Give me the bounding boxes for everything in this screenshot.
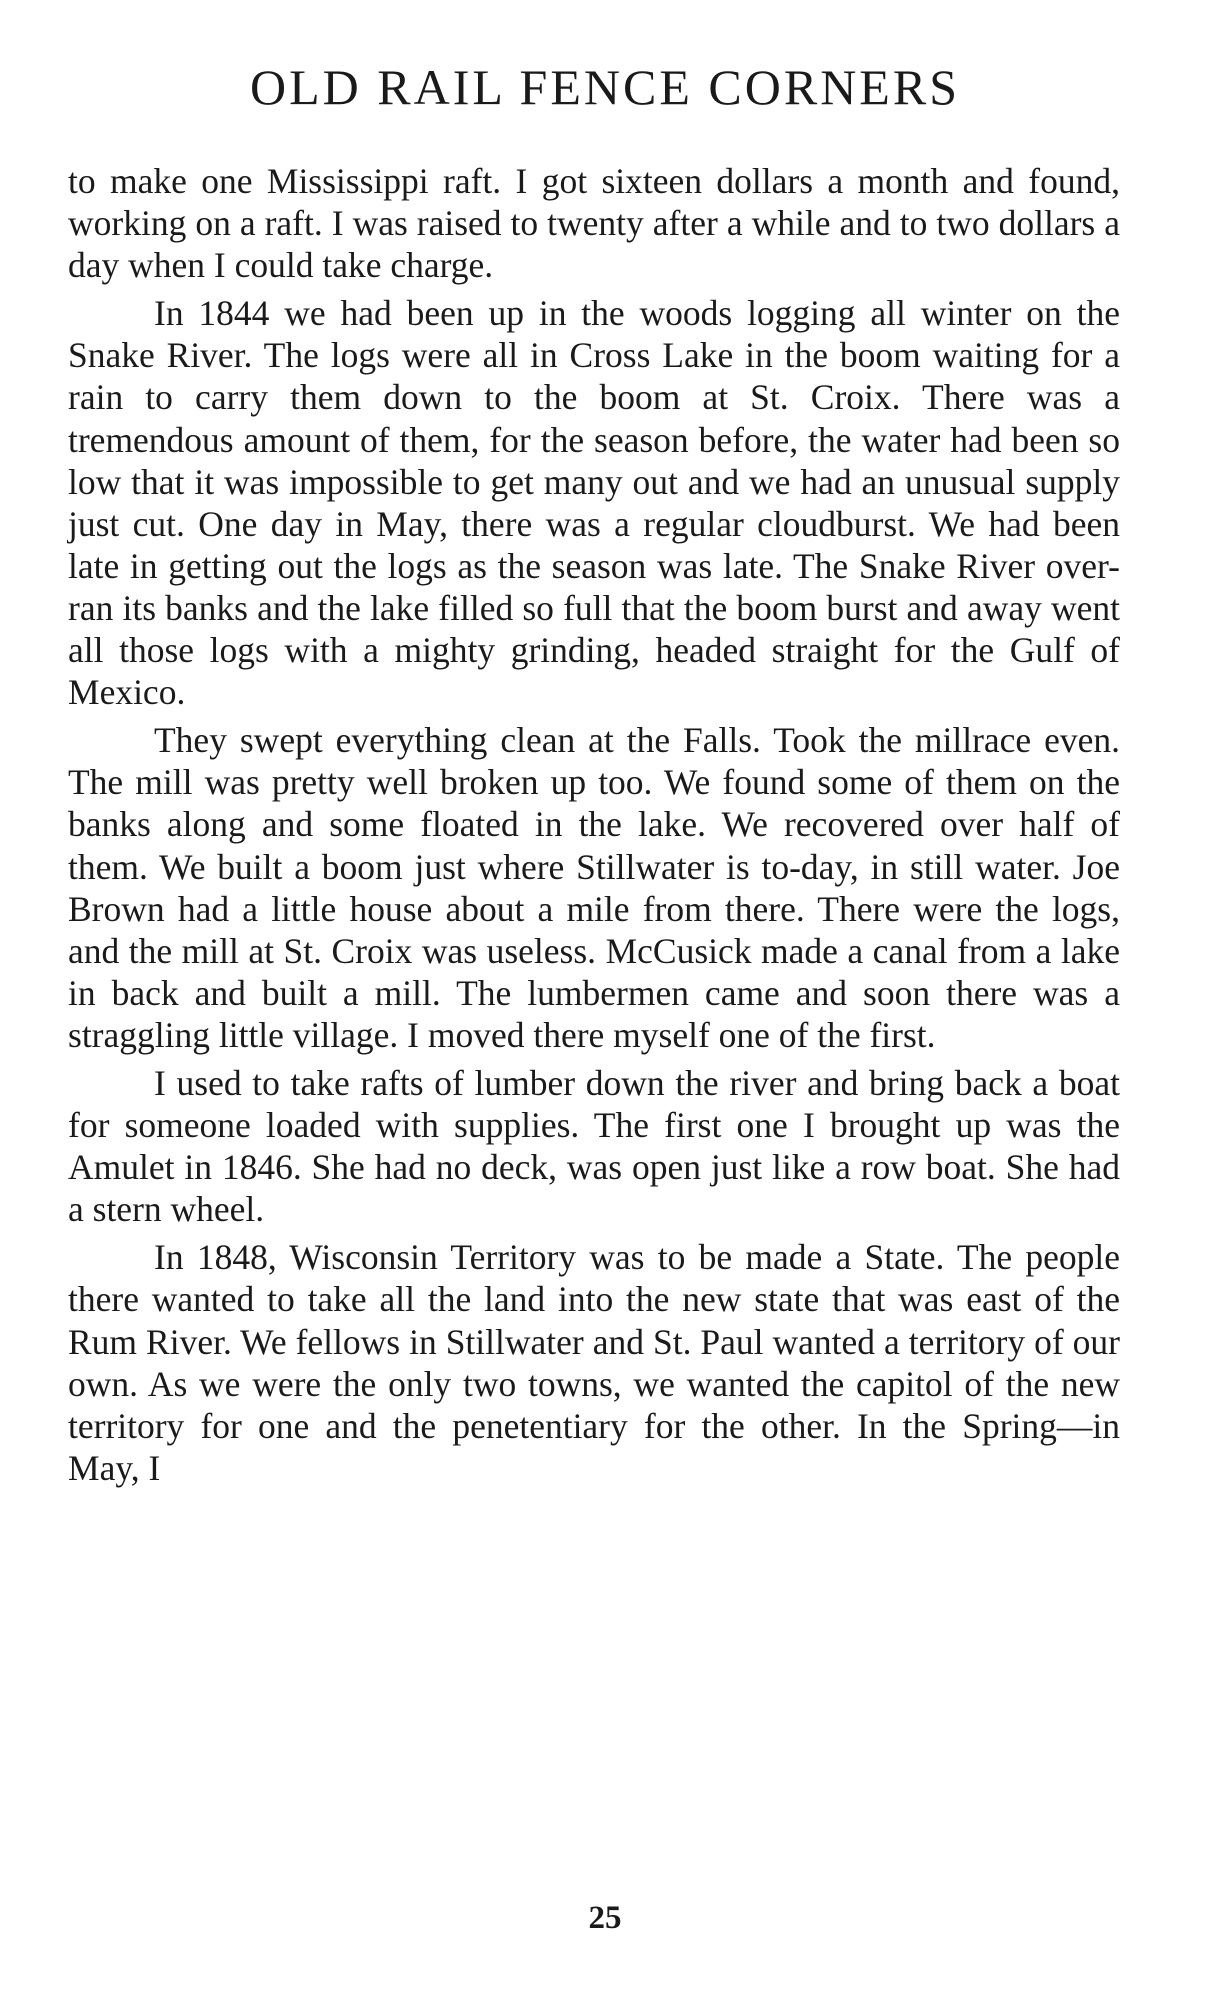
paragraph-1848-territory: In 1848, Wisconsin Territory was to be made a State. The people there wanted to take all the land into the new state that was east of the Rum River. We fellows in Stillwater and St. Paul wanted a territory of our own. As we were the only two towns, we wanted the capitol of the new territory for one and the penetentiary for the other. In the Spring—in May, I — [68, 1237, 1120, 1488]
paragraph-1844-logging: In 1844 we had been up in the woods logging all winter on the Snake River. The logs were all in Cross Lake in the boom waiting for a rain to carry them down to the boom at St. Croix. There was a tremendous amount of them, for the season before, the water had been so low that it was impossible to get many out and we had an unusual supply just cut. One day in May, there was a regular cloudburst. We had been late in getting out the logs as the season was late. The Snake River over-ran its banks and the lake filled so full that the boom burst and away went all those logs with a mighty grinding, headed straight for the Gulf of Mexico. — [68, 293, 1120, 713]
paragraph-continued: to make one Mississippi raft. I got sixteen dollars a month and found, working on a raft. I was raised to twenty after a while and to two dollars a day when I could take charge. — [68, 161, 1120, 286]
paragraph-rafts: I used to take rafts of lumber down the river and bring back a boat for someone loaded with supplies. The first one I brought up was the Amulet in 1846. She had no deck, was open just like a row boat. She had a stern wheel. — [68, 1062, 1120, 1230]
running-head: OLD RAIL FENCE CORNERS — [249, 59, 961, 115]
body-text — [68, 160, 1120, 1495]
paragraph-falls: They swept everything clean at the Falls. Took the millrace even. The mill was pretty well broken up too. We found some of them on the banks along and some floated in the lake. We recovered over half of them. We built a boom just where Stillwater is to-day, in still water. Joe Brown had a little house about a mile from there. There were the logs, and the mill at St. Croix was useless. McCusick made a canal from a lake in back and built a mill. The lumbermen came and soon there was a straggling little village. I moved there myself one of the first. — [68, 720, 1120, 1055]
page-number: 25 — [588, 1900, 622, 1936]
